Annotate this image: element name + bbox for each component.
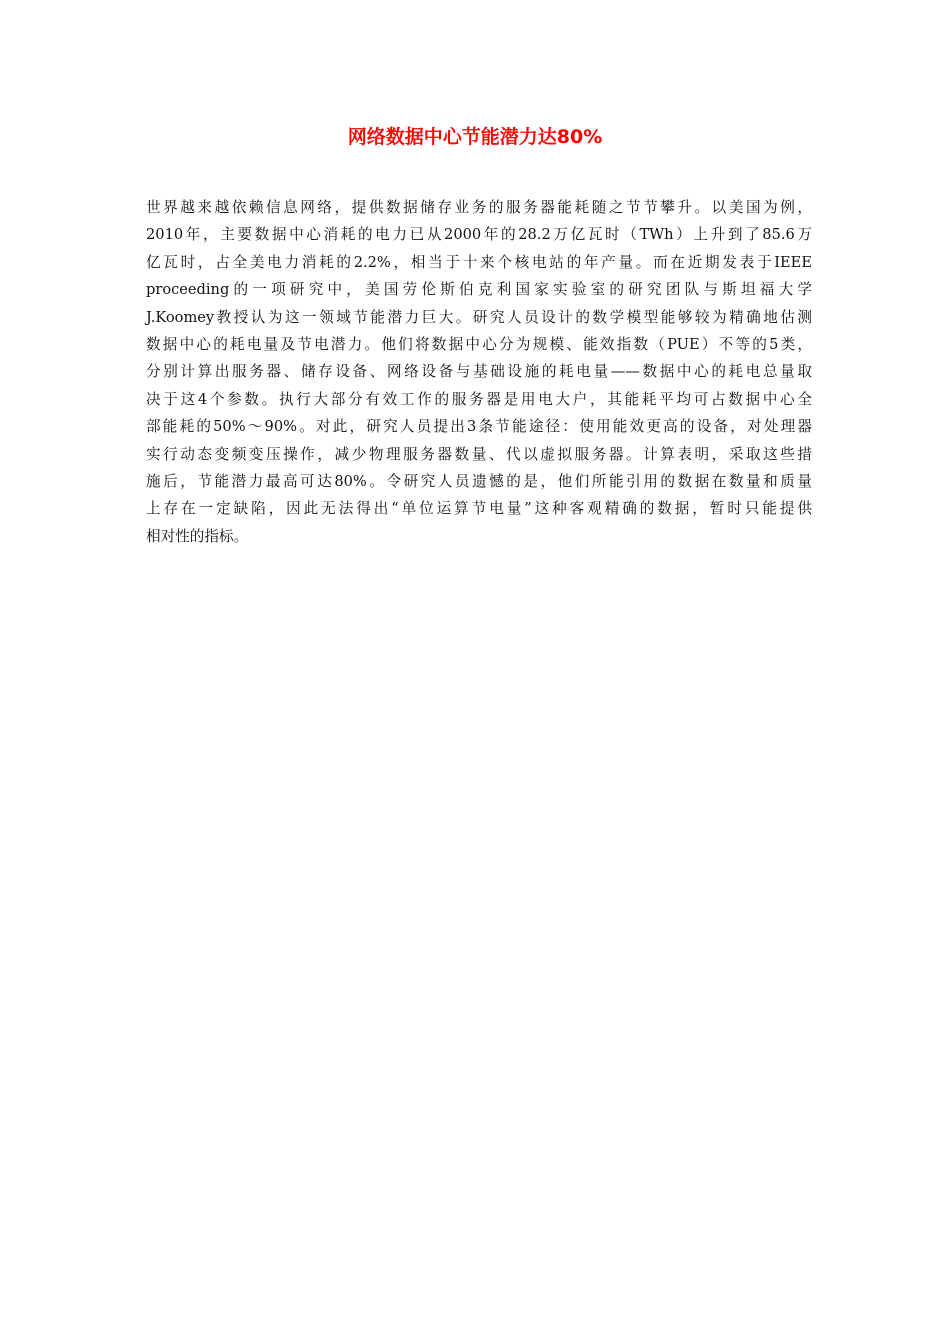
paragraph-line: 决于这4个参数。执行大部分有效工作的服务器是用电大户，其能耗平均可占数据中心全 <box>146 390 812 408</box>
paragraph-line: 分别计算出服务器、储存设备、网络设备与基础设施的耗电量——数据中心的耗电总量取 <box>146 363 812 381</box>
paragraph-line: 上存在一定缺陷，因此无法得出“单位运算节电量”这种客观精确的数据，暂时只能提供 <box>146 500 812 518</box>
paragraph-line: 2010年，主要数据中心消耗的电力已从2000年的28.2万亿瓦时（TWh）上升到了85.6万 <box>146 226 812 244</box>
article-body <box>146 194 812 550</box>
paragraph-line: proceeding的一项研究中，美国劳伦斯伯克利国家实验室的研究团队与斯坦福大学 <box>146 281 812 299</box>
paragraph-line: 数据中心的耗电量及节电潜力。他们将数据中心分为规模、能效指数（PUE）不等的5类， <box>146 336 812 354</box>
paragraph-line: 世界越来越依赖信息网络，提供数据储存业务的服务器能耗随之节节攀升。以美国为例， <box>146 199 812 216</box>
paragraph-line: 部能耗的50%～90%。对此，研究人员提出3条节能途径：使用能效更高的设备，对处理器 <box>146 418 812 436</box>
document-title: 网络数据中心节能潜力达80% <box>347 126 603 148</box>
paragraph-line: 亿瓦时，占全美电力消耗的2.2%，相当于十来个核电站的年产量。而在近期发表于IEEE <box>146 253 812 271</box>
paragraph-line: 实行动态变频变压操作，减少物理服务器数量、代以虚拟服务器。计算表明，采取这些措 <box>146 445 812 463</box>
paragraph-line: 施后，节能潜力最高可达80%。令研究人员遗憾的是，他们所能引用的数据在数量和质量 <box>146 473 812 491</box>
paragraph-line: 相对性的指标。 <box>146 527 249 545</box>
paragraph-line: J.Koomey教授认为这一领域节能潜力巨大。研究人员设计的数学模型能够较为精确地估测 <box>146 308 812 326</box>
